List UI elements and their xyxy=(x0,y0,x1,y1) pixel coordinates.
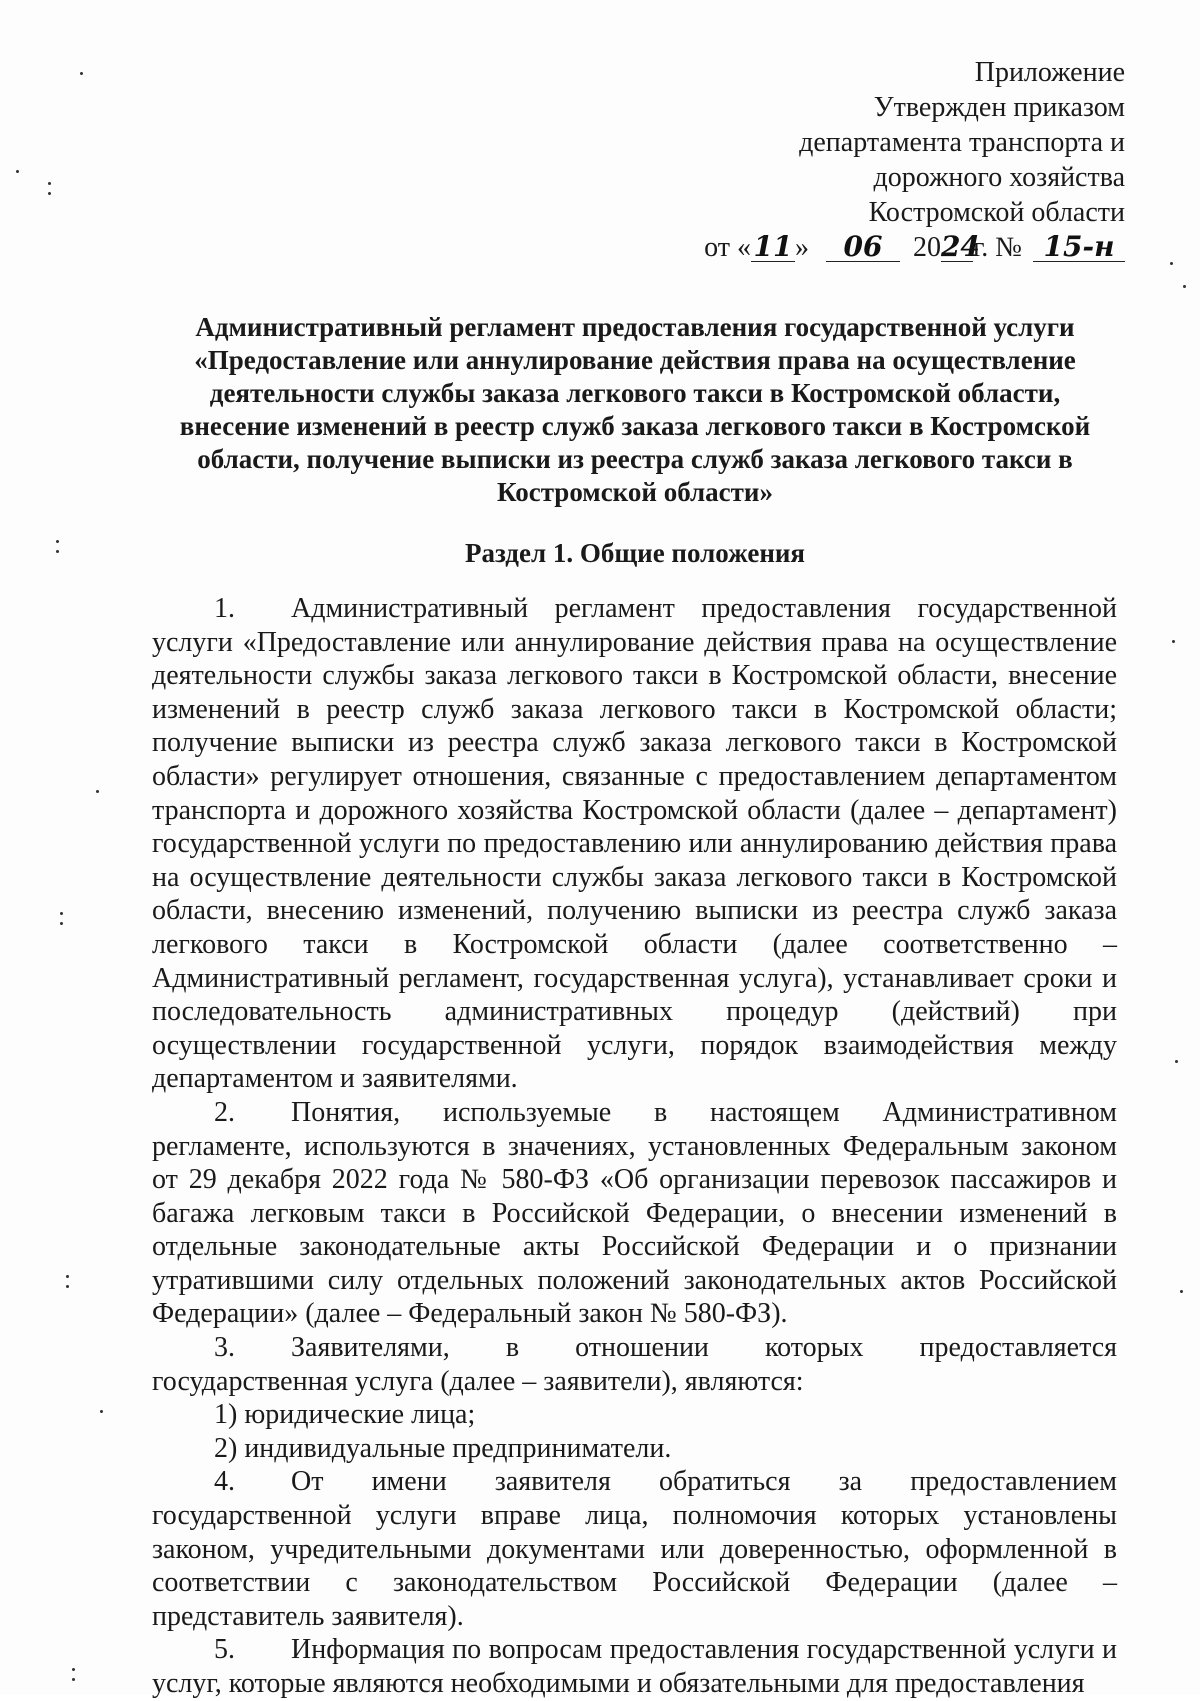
scan-speck xyxy=(66,1285,69,1288)
title-line-3: деятельности службы заказа легкового такси в Костромской области, xyxy=(209,378,1061,408)
paragraph-number: 5. xyxy=(214,1634,235,1666)
scan-speck xyxy=(56,550,59,553)
approval-month: 06 xyxy=(826,233,900,262)
scan-speck xyxy=(80,72,83,75)
paragraph-number: 4. xyxy=(214,1466,235,1498)
scan-speck xyxy=(72,1668,75,1671)
document-title xyxy=(150,311,1120,509)
title-line-2: «Предоставление или аннулирование действия права на осуществление xyxy=(194,345,1076,375)
scan-speck xyxy=(56,540,59,543)
paragraph-text: Административный регламент предоставления государственной услуги «Предоставление или аннулирование действия права на осуществление деятельности службы заказа легкового такси в Костромской области, внесение изменений в реестр служб заказа легкового такси в Костромской области; получение выписки из реестра служб заказа легкового такси в Костромской области» регулирует отношения, связанные с предоставлением департаментом транспорта и дорожного хозяйства Костромской области (далее – департамент) государственной услуги по предоставлению или аннулированию действия права на осуществление деятельности службы заказа легкового такси в Костромской области, внесению изменений, получению выписки из реестра служб заказа легкового такси в Костромской области (далее соответственно – Административный регламент, государственная услуга), устанавливает сроки и последовательность административных процедур (действий) при осуществлении государственной услуги, порядок взаимодействия между департаментом и заявителями. xyxy=(152,593,1117,1095)
approval-line-1: Приложение xyxy=(974,57,1125,88)
scan-speck xyxy=(1175,1060,1178,1063)
scan-speck xyxy=(100,1410,103,1413)
scan-speck xyxy=(1183,285,1186,288)
title-line-1: Административный регламент предоставления государственной услуги xyxy=(195,312,1075,342)
paragraph-5 xyxy=(152,1633,1117,1700)
approval-year-prefix: 20 xyxy=(912,232,941,263)
paragraph-4 xyxy=(152,1465,1117,1633)
scan-speck xyxy=(60,912,63,915)
section-heading: Раздел 1. Общие положения xyxy=(464,538,806,568)
title-line-6: Костромской области» xyxy=(497,477,773,507)
approval-line-4: дорожного хозяйства xyxy=(873,162,1125,193)
title-line-5: области, получение выписки из реестра служб заказа легкового такси в xyxy=(197,444,1073,474)
approval-number: 15-н xyxy=(1033,233,1125,262)
scan-speck xyxy=(1172,640,1175,643)
scan-speck xyxy=(96,790,99,793)
approval-year-suffix: 24 xyxy=(940,230,980,263)
scan-speck xyxy=(48,192,51,195)
scan-speck xyxy=(1180,1290,1183,1293)
approval-day: 11 xyxy=(751,233,795,262)
scan-speck xyxy=(60,922,63,925)
list-item: 1) юридические лица; xyxy=(214,1399,476,1431)
paragraph-3 xyxy=(152,1331,1117,1398)
paragraph-number: 3. xyxy=(214,1332,235,1364)
paragraph-number: 2. xyxy=(214,1096,235,1128)
approval-line-2: Утвержден приказом xyxy=(873,92,1125,123)
scan-speck xyxy=(48,182,51,185)
title-line-4: внесение изменений в реестр служб заказа легкового такси в Костромской xyxy=(179,411,1091,441)
document-body xyxy=(152,592,1117,1701)
approval-stamp xyxy=(704,55,1125,265)
approval-date-row xyxy=(704,230,1125,265)
paragraph-text: Информация по вопросам предоставления государственной услуги и услуг, которые являются необходимыми и обязательными для предоставления xyxy=(152,1634,1117,1699)
paragraph-1 xyxy=(152,592,1117,1096)
paragraph-text: Заявителями, в отношении которых предоставляется государственная услуга (далее – заявители), являются: xyxy=(152,1332,1117,1397)
approval-line-3: департамента транспорта и xyxy=(799,127,1125,158)
paragraph-text: Понятия, используемые в настоящем Административном регламенте, используются в значениях, установленных Федеральным законом от 29 декабря 2022 года № 580-ФЗ «Об организации перевозок пассажиров и багажа легковым такси в Российской Федерации, о внесении изменений в отдельные законодательные акты Российской Федерации и о признании утратившими силу отдельных положений законодательных актов Российской Федерации» (далее – Федеральный закон № 580-ФЗ). xyxy=(152,1096,1117,1330)
approval-year-label: г. № xyxy=(972,232,1022,263)
approval-from-prefix: от « xyxy=(704,232,751,263)
paragraph-number: 1. xyxy=(214,593,235,624)
scan-speck xyxy=(16,170,19,173)
approval-close-quote: » xyxy=(794,232,809,263)
paragraph-2 xyxy=(152,1096,1117,1331)
paragraph-text: От имени заявителя обратиться за предоставлением государственной услуги вправе лица, полномочия которых установлены законом, учредительными документами или доверенностью, оформленной в соответствии с законодательством Российской Федерации (далее – представитель заявителя). xyxy=(152,1466,1117,1632)
scan-speck xyxy=(1170,262,1173,265)
scan-speck xyxy=(72,1678,75,1681)
list-item: 2) индивидуальные предприниматели. xyxy=(214,1432,672,1464)
approval-line-5: Костромской области xyxy=(868,197,1125,228)
scan-speck xyxy=(66,1275,69,1278)
